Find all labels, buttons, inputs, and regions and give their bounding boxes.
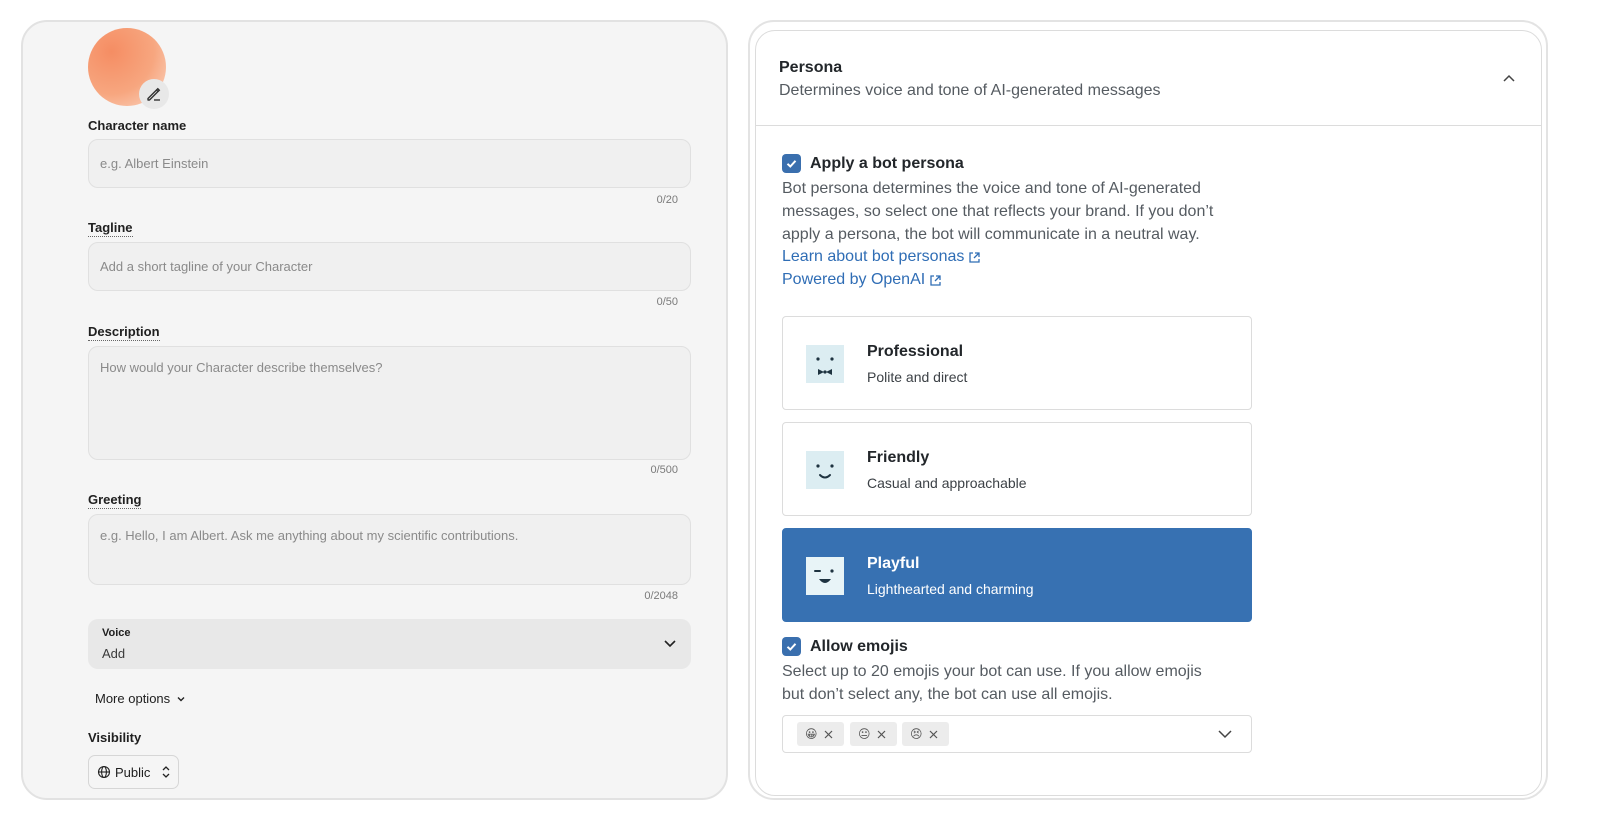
persona-option-title: Professional xyxy=(867,343,964,360)
learn-link-label: Learn about bot personas xyxy=(782,248,965,265)
persona-option-description: Polite and direct xyxy=(867,369,968,385)
persona-option-playful[interactable] xyxy=(782,528,1252,622)
persona-description-line: messages, so select one that reflects your brand. If you don’t xyxy=(782,203,1214,220)
emoji-chip[interactable] xyxy=(850,722,897,746)
visibility-label: Visibility xyxy=(88,730,142,745)
pencil-icon xyxy=(145,85,163,103)
greeting-textarea[interactable]: e.g. Hello, I am Albert. Ask me anything about my scientific contributions. xyxy=(88,514,691,585)
more-options-button[interactable] xyxy=(95,691,186,706)
visibility-select[interactable] xyxy=(88,755,179,789)
globe-icon xyxy=(97,765,111,779)
powered-by-openai-link[interactable] xyxy=(782,271,942,289)
playful-face-icon xyxy=(806,557,844,595)
persona-title: Persona xyxy=(779,59,843,76)
persona-option-friendly[interactable] xyxy=(782,422,1252,516)
close-icon[interactable] xyxy=(929,730,938,739)
tagline-label: Tagline xyxy=(88,220,133,235)
greeting-label: Greeting xyxy=(88,492,142,507)
more-options-label: More options xyxy=(95,691,171,706)
chevron-down-icon[interactable] xyxy=(1217,727,1233,741)
powered-link-label: Powered by OpenAI xyxy=(782,271,926,288)
emoji-chip[interactable] xyxy=(797,722,844,746)
close-icon[interactable] xyxy=(877,730,886,739)
learn-about-personas-link[interactable] xyxy=(782,248,981,266)
chevron-down-icon xyxy=(176,694,186,704)
checkmark-icon xyxy=(785,157,798,170)
persona-subtitle: Determines voice and tone of AI-generated messages xyxy=(779,82,1161,99)
persona-option-title: Playful xyxy=(867,555,920,572)
emoji-chip-value: 😀 xyxy=(805,727,818,741)
persona-description xyxy=(782,177,1213,246)
external-link-icon xyxy=(968,251,981,264)
sort-arrows-icon xyxy=(160,765,172,779)
persona-description-line: apply a persona, the bot will communicate in a neutral way. xyxy=(782,226,1200,243)
persona-panel xyxy=(748,20,1548,800)
persona-accordion xyxy=(755,30,1542,796)
apply-persona-label[interactable]: Apply a bot persona xyxy=(810,155,964,172)
tagline-input[interactable]: Add a short tagline of your Character xyxy=(88,242,691,291)
voice-label: Voice xyxy=(102,627,131,639)
persona-option-description: Casual and approachable xyxy=(867,475,1027,491)
friendly-face-icon xyxy=(806,451,844,489)
professional-face-icon xyxy=(806,345,844,383)
close-icon[interactable] xyxy=(824,730,833,739)
persona-description-line: Bot persona determines the voice and tone of AI-generated xyxy=(782,180,1201,197)
allow-emojis-checkbox[interactable] xyxy=(782,637,801,656)
character-name-counter: 0/20 xyxy=(656,194,678,206)
external-link-icon xyxy=(929,274,942,287)
emojis-description-line: Select up to 20 emojis your bot can use. If you allow emojis xyxy=(782,663,1202,680)
description-textarea[interactable]: How would your Character describe themselves? xyxy=(88,346,691,460)
tagline-counter: 0/50 xyxy=(656,296,678,308)
persona-option-professional[interactable] xyxy=(782,316,1252,410)
edit-avatar-button[interactable] xyxy=(139,79,169,109)
visibility-value: Public xyxy=(115,764,151,780)
chevron-up-icon[interactable] xyxy=(1501,71,1517,87)
description-label: Description xyxy=(88,324,160,339)
character-name-input[interactable]: e.g. Albert Einstein xyxy=(88,139,691,188)
persona-option-description: Lighthearted and charming xyxy=(867,581,1034,597)
emoji-chip-value: 😣 xyxy=(910,727,923,741)
persona-accordion-header[interactable] xyxy=(756,31,1541,126)
emoji-chip-value: 😐 xyxy=(858,727,871,741)
emoji-multiselect[interactable] xyxy=(782,715,1252,753)
apply-persona-checkbox[interactable] xyxy=(782,154,801,173)
emojis-description-line: but don’t select any, the bot can use all emojis. xyxy=(782,686,1113,703)
character-name-label: Character name xyxy=(88,118,187,133)
emoji-chip[interactable] xyxy=(902,722,949,746)
voice-value: Add xyxy=(102,646,126,661)
allow-emojis-label[interactable]: Allow emojis xyxy=(810,638,908,655)
character-form-panel xyxy=(21,20,728,800)
description-counter: 0/500 xyxy=(650,464,678,476)
voice-select[interactable] xyxy=(88,619,691,669)
emojis-description xyxy=(782,660,1202,706)
persona-option-title: Friendly xyxy=(867,449,930,466)
greeting-counter: 0/2048 xyxy=(644,590,678,602)
checkmark-icon xyxy=(785,640,798,653)
chevron-down-icon xyxy=(663,636,677,650)
